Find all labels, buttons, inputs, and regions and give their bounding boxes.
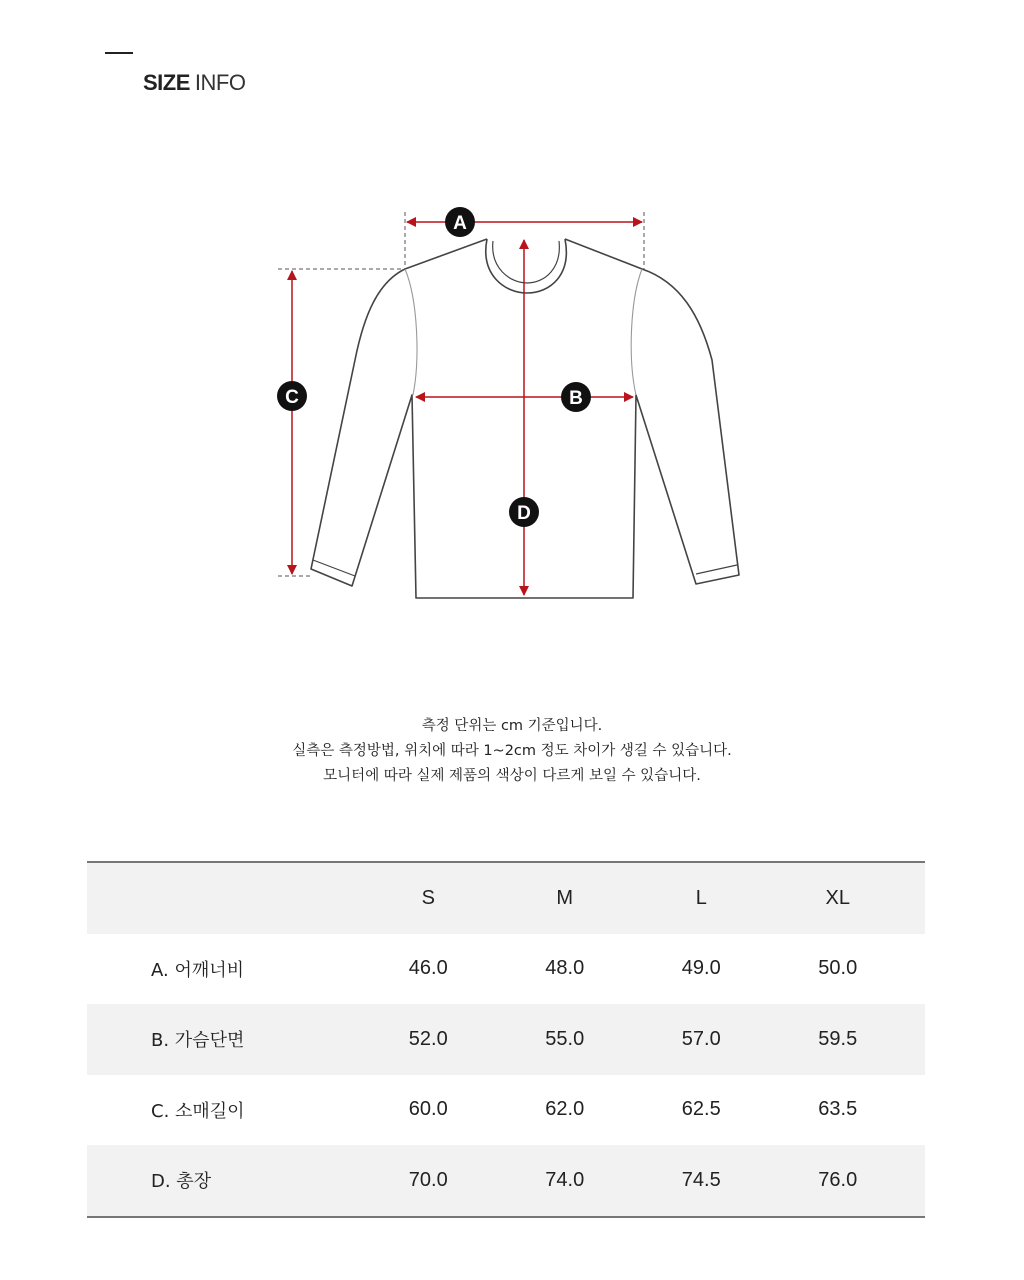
table-cell: 63.5 [818,1098,858,1121]
row-label: A. 어깨너비 [151,959,244,981]
title-light: INFO [194,70,246,95]
header-cell-m: M [556,886,574,909]
page-title [143,70,245,96]
seam-right [631,269,642,395]
title-bold: SIZE [143,70,190,95]
table-cell: 50.0 [818,957,858,980]
cuff-right [696,565,737,574]
header-cell-s: S [421,886,435,909]
collar-inner [493,241,560,283]
header-cell-xl: XL [825,886,850,909]
note-line: 모니터에 따라 실제 제품의 색상이 다르게 보일 수 있습니다. [323,768,701,784]
table-row [87,1004,925,1075]
table-cell: 59.5 [818,1027,858,1050]
marker-d-label: D [517,503,531,524]
marker-b-label: B [569,388,583,409]
note-line: 실측은 측정방법, 위치에 따라 1~2cm 정도 차이가 생길 수 있습니다. [292,743,732,759]
header-cell-l: L [695,886,707,909]
heading-rule [105,52,133,54]
marker-a [445,207,475,237]
marker-a-label: A [453,213,467,234]
table-cell: 55.0 [545,1027,585,1050]
marker-c-label: C [285,387,299,408]
table-cell: 49.0 [681,957,721,980]
note-line: 측정 단위는 cm 기준입니다. [421,718,603,734]
table-row [87,1075,925,1146]
table-cell: 62.0 [545,1098,585,1121]
table-row [87,1145,925,1216]
table-cell: 74.5 [681,1168,721,1191]
table-cell: 52.0 [408,1027,448,1050]
row-label: B. 가슴단면 [151,1030,245,1052]
table-cell: 48.0 [545,957,585,980]
size-diagram [0,190,1024,630]
table-row [87,934,925,1005]
marker-b [561,382,591,412]
table-cell: 70.0 [408,1168,448,1191]
row-label: C. 소매길이 [151,1100,245,1122]
cuff-left [313,560,355,576]
marker-c [277,381,307,411]
measurement-notes [0,714,1024,789]
table-cell: 46.0 [408,957,448,980]
table-cell: 57.0 [681,1027,721,1050]
seam-left [405,269,417,395]
table-cell: 74.0 [545,1168,585,1191]
row-label: D. 총장 [151,1171,212,1193]
sweater-outline [311,239,739,598]
table-cell: 62.5 [681,1098,721,1121]
marker-d [509,497,539,527]
size-table [87,861,925,1218]
table-header-row [87,863,925,934]
table-cell: 60.0 [408,1098,448,1121]
table-cell: 76.0 [818,1168,858,1191]
